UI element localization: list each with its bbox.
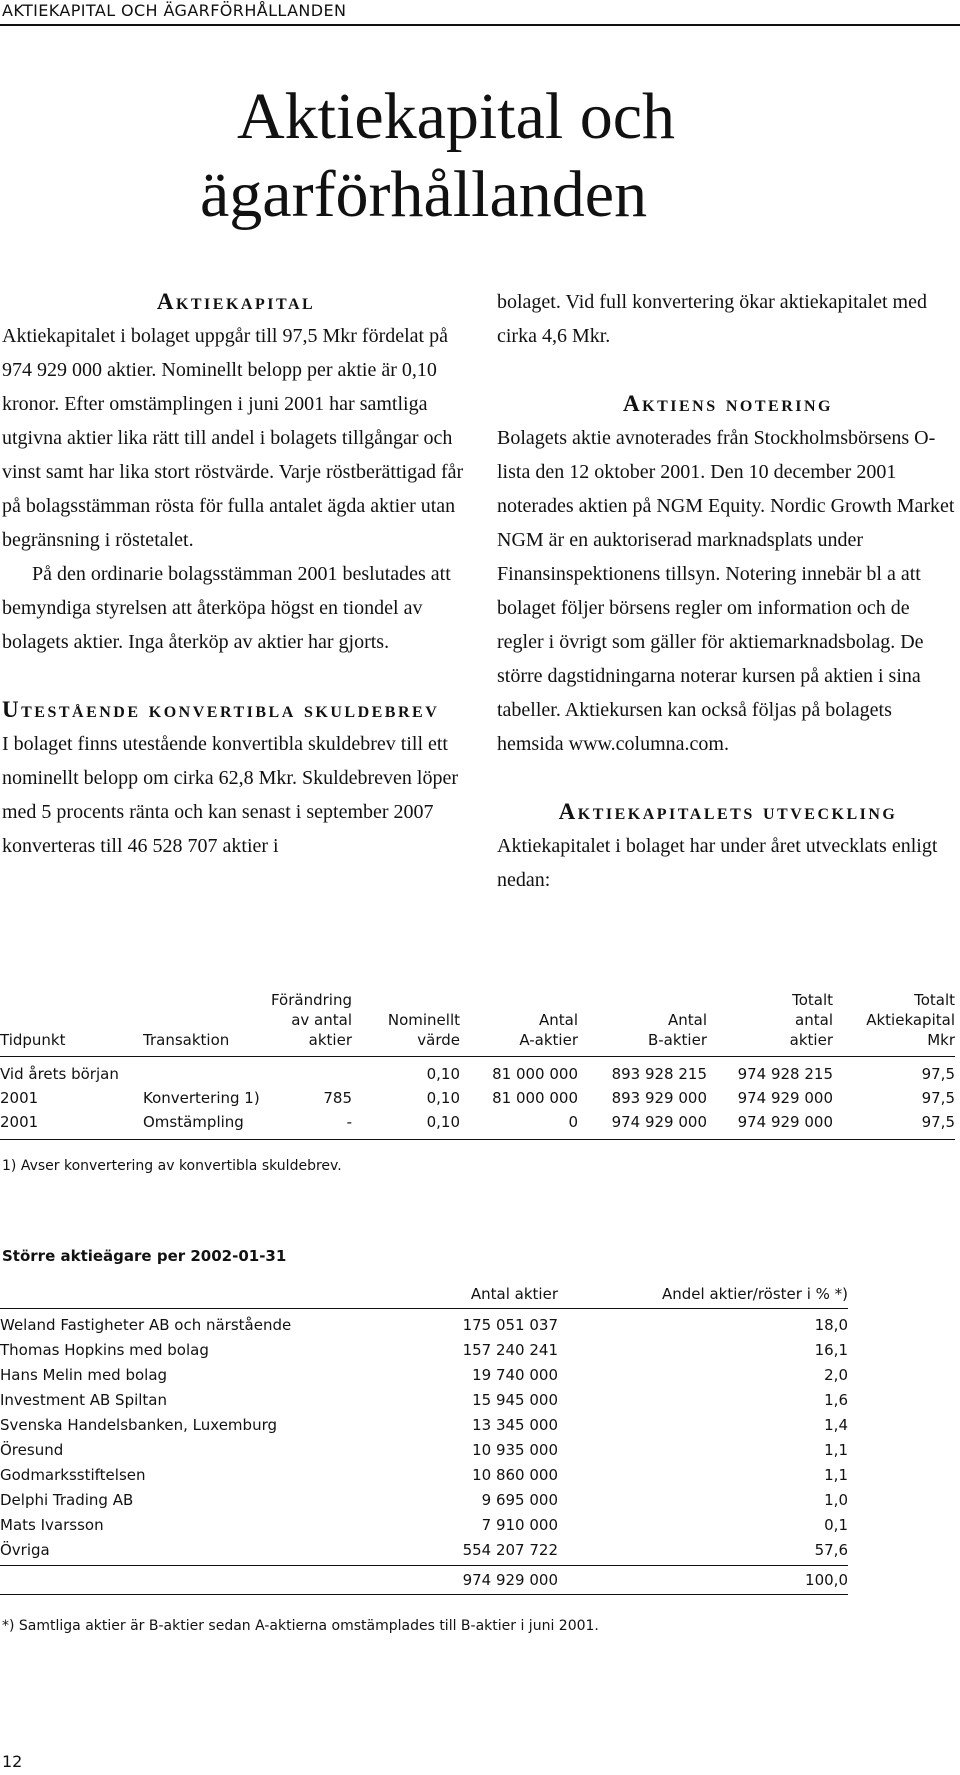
paragraph-notering: Bolagets aktie avnoterades från Stockholmsbörsens O-lista den 12 oktober 2001. Den 10 december 2001 noterades aktien på NGM Equity. Nordic Growth Market NGM är en auktoriserad marknadsplats under Finansinspektionens tillsyn. Notering innebär bl a att bolaget följer börsens regler om information och de regler i övrigt som gäller för aktiemarknadsbolag. De större dagstidningarna noterar kursen på aktien i sina tabeller. Aktiekursen kan också följas på bolagets hemsida www.columna.com. bbox=[497, 427, 955, 755]
owner-antal: 10 860 000 bbox=[472, 1466, 558, 1484]
cell-antal-b: 893 929 000 bbox=[611, 1089, 707, 1107]
owner-andel: 16,1 bbox=[814, 1341, 848, 1359]
heading-konvertibla: Utestående konvertibla skuldebrev bbox=[2, 697, 440, 722]
paragraph-aktiekapital-2: På den ordinarie bolagsstämman 2001 beslutades att bemyndiga styrelsen att återköpa högst en tiondel av bolagets aktier. Inga återköp av aktier har gjorts. bbox=[2, 563, 451, 653]
owners-header-row bbox=[0, 1283, 848, 1309]
col-header-forandring-1: Förändring bbox=[270, 991, 352, 1009]
col-header-antal-a-1: Antal bbox=[538, 1011, 578, 1029]
cell-transaktion bbox=[143, 1057, 265, 1087]
cell-transaktion: Omstämpling bbox=[143, 1110, 265, 1140]
owners-header-antal: Antal aktier bbox=[365, 1283, 558, 1309]
page-title bbox=[200, 78, 900, 234]
header-rule bbox=[0, 24, 960, 26]
owner-andel: 2,0 bbox=[824, 1366, 848, 1384]
cell-transaktion: Konvertering 1) bbox=[143, 1089, 260, 1107]
owner-andel: 1,6 bbox=[824, 1391, 848, 1409]
owners-header-name bbox=[0, 1283, 365, 1309]
owner-antal: 175 051 037 bbox=[462, 1316, 558, 1334]
owners-row bbox=[0, 1413, 848, 1438]
cell-tidpunkt: 2001 bbox=[0, 1110, 143, 1140]
cell-totalt-antal: 974 929 000 bbox=[707, 1110, 833, 1140]
owner-name: Mats Ivarsson bbox=[0, 1516, 104, 1534]
paragraph-continuation: bolaget. Vid full konvertering ökar aktiekapitalet med cirka 4,6 Mkr. bbox=[497, 291, 927, 347]
owner-antal: 157 240 241 bbox=[462, 1341, 558, 1359]
cell-totalt-kapital: 97,5 bbox=[921, 1065, 955, 1083]
owner-antal: 7 910 000 bbox=[481, 1516, 558, 1534]
owner-andel: 1,1 bbox=[824, 1466, 848, 1484]
col-header-transaktion: Transaktion bbox=[143, 990, 265, 1057]
owner-name: Övriga bbox=[0, 1538, 365, 1566]
heading-aktiekapital: Aktiekapital bbox=[156, 289, 316, 314]
owner-name: Weland Fastigheter AB och närstående bbox=[0, 1316, 292, 1334]
cell-forandring: 785 bbox=[323, 1089, 352, 1107]
col-header-antal-a-2: A-aktier bbox=[519, 1031, 578, 1049]
owners-total-andel: 100,0 bbox=[558, 1566, 848, 1595]
col-header-antal-b bbox=[578, 990, 707, 1057]
col-header-nominellt-1: Nominellt bbox=[387, 1011, 460, 1029]
running-header bbox=[0, 0, 960, 25]
cell-antal-b: 974 929 000 bbox=[578, 1110, 707, 1140]
col-header-antal-a bbox=[460, 990, 578, 1057]
paragraph-utveckling: Aktiekapitalet i bolaget har under året utvecklats enligt nedan: bbox=[497, 835, 938, 891]
owners-row bbox=[0, 1538, 848, 1566]
cell-totalt-kapital: 97,5 bbox=[921, 1089, 955, 1107]
owner-andel: 18,0 bbox=[814, 1316, 848, 1334]
cell-tidpunkt: 2001 bbox=[0, 1089, 39, 1107]
cell-nominellt: 0,10 bbox=[352, 1110, 460, 1140]
owner-antal: 13 345 000 bbox=[472, 1416, 558, 1434]
owner-name: Godmarksstiftelsen bbox=[0, 1466, 146, 1484]
owners-title: Större aktieägare per 2002-01-31 bbox=[2, 1247, 287, 1265]
col-header-totalt-antal-3: aktier bbox=[789, 1031, 833, 1049]
owner-name: Svenska Handelsbanken, Luxemburg bbox=[0, 1416, 277, 1434]
owner-andel: 1,4 bbox=[824, 1416, 848, 1434]
col-header-antal-b-2: B-aktier bbox=[647, 1031, 707, 1049]
owners-row bbox=[0, 1438, 848, 1463]
owners-header-andel: Andel aktier/röster i % *) bbox=[558, 1283, 848, 1309]
col-header-totalt-antal bbox=[707, 990, 833, 1057]
col-header-totalt-antal-2: antal bbox=[795, 1011, 833, 1029]
table-row bbox=[0, 1086, 955, 1110]
owners-row bbox=[0, 1338, 848, 1363]
cell-nominellt: 0,10 bbox=[426, 1065, 460, 1083]
capital-table-footnote: 1) Avser konvertering av konvertibla skuldebrev. bbox=[2, 1158, 342, 1174]
page-title-line-2: ägarförhållanden bbox=[200, 158, 648, 231]
heading-notering: Aktiens notering bbox=[623, 391, 833, 416]
capital-development-table bbox=[0, 990, 955, 1140]
major-shareholders-table bbox=[0, 1283, 848, 1595]
owners-row bbox=[0, 1513, 848, 1538]
cell-totalt-antal: 974 929 000 bbox=[737, 1089, 833, 1107]
owners-total-label bbox=[0, 1566, 365, 1595]
cell-forandring bbox=[265, 1057, 352, 1087]
col-header-forandring bbox=[265, 990, 352, 1057]
heading-utveckling: Aktiekapitalets utveckling bbox=[558, 799, 898, 824]
owners-total-row bbox=[0, 1566, 848, 1595]
running-header-text: AKTIEKAPITAL OCH ÄGARFÖRHÅLLANDEN bbox=[2, 1, 347, 20]
table-row bbox=[0, 1110, 955, 1140]
owner-andel: 0,1 bbox=[824, 1516, 848, 1534]
owners-row bbox=[0, 1388, 848, 1413]
owner-name: Delphi Trading AB bbox=[0, 1491, 134, 1509]
col-header-totalt-kapital-3: Mkr bbox=[927, 1031, 955, 1049]
cell-tidpunkt: Vid årets början bbox=[0, 1065, 119, 1083]
owners-footnote: *) Samtliga aktier är B-aktier sedan A-aktierna omstämplades till B-aktier i juni 2001. bbox=[2, 1618, 599, 1634]
owner-andel: 1,0 bbox=[824, 1491, 848, 1509]
page-number: 12 bbox=[2, 1752, 23, 1771]
table-row bbox=[0, 1057, 955, 1087]
cell-totalt-kapital: 97,5 bbox=[833, 1110, 955, 1140]
col-header-antal-b-1: Antal bbox=[667, 1011, 707, 1029]
owners-row bbox=[0, 1488, 848, 1513]
cell-antal-a: 81 000 000 bbox=[492, 1065, 578, 1083]
right-text-column bbox=[497, 285, 959, 897]
cell-forandring: - bbox=[265, 1110, 352, 1140]
cell-antal-a: 81 000 000 bbox=[492, 1089, 578, 1107]
col-header-forandring-3: aktier bbox=[308, 1031, 352, 1049]
owner-antal: 10 935 000 bbox=[472, 1441, 558, 1459]
owners-row bbox=[0, 1363, 848, 1388]
col-header-totalt-kapital bbox=[833, 990, 955, 1057]
col-header-totalt-kapital-2: Aktiekapital bbox=[866, 1011, 955, 1029]
owner-andel: 1,1 bbox=[824, 1441, 848, 1459]
cell-antal-b: 893 928 215 bbox=[611, 1065, 707, 1083]
col-header-totalt-kapital-1: Totalt bbox=[914, 991, 955, 1009]
paragraph-aktiekapital-1: Aktiekapitalet i bolaget uppgår till 97,5 Mkr fördelat på 974 929 000 aktier. Nominellt belopp per aktie är 0,10 kronor. Efter omstämplingen i juni 2001 har samtliga utgivna aktier lika rätt till andel i bolagets tillgångar och vinst samt har lika stort röstvärde. Varje röstberättigad får på bolagsstämman rösta för fulla antalet ägda aktier utan begränsning i röstetalet. bbox=[2, 325, 464, 551]
owner-antal: 15 945 000 bbox=[472, 1391, 558, 1409]
table-header-row bbox=[0, 990, 955, 1057]
col-header-nominellt bbox=[352, 990, 460, 1057]
cell-totalt-antal: 974 928 215 bbox=[737, 1065, 833, 1083]
owner-andel: 57,6 bbox=[558, 1538, 848, 1566]
owner-name: Investment AB Spiltan bbox=[0, 1391, 168, 1409]
col-header-forandring-2: av antal bbox=[291, 1011, 352, 1029]
col-header-nominellt-2: värde bbox=[417, 1031, 460, 1049]
owner-name: Thomas Hopkins med bolag bbox=[0, 1341, 209, 1359]
owner-antal: 19 740 000 bbox=[472, 1366, 558, 1384]
col-header-totalt-antal-1: Totalt bbox=[792, 991, 833, 1009]
owners-row bbox=[0, 1309, 848, 1339]
cell-nominellt: 0,10 bbox=[426, 1089, 460, 1107]
owner-name: Öresund bbox=[0, 1441, 64, 1459]
page-title-line-1: Aktiekapital och bbox=[237, 80, 676, 153]
owner-antal: 554 207 722 bbox=[365, 1538, 558, 1566]
cell-antal-a: 0 bbox=[460, 1110, 578, 1140]
owner-name: Hans Melin med bolag bbox=[0, 1366, 168, 1384]
left-text-column bbox=[2, 285, 470, 863]
owners-row bbox=[0, 1463, 848, 1488]
paragraph-konvertibla-1: I bolaget finns utestående konvertibla skuldebrev till ett nominellt belopp om cirka 62,8 Mkr. Skuldebreven löper med 5 procents ränta och kan senast i september 2007 konverteras till 46 528 707 aktier i bbox=[2, 733, 459, 857]
owners-total-antal: 974 929 000 bbox=[365, 1566, 558, 1595]
col-header-tidpunkt: Tidpunkt bbox=[0, 990, 143, 1057]
owner-antal: 9 695 000 bbox=[481, 1491, 558, 1509]
